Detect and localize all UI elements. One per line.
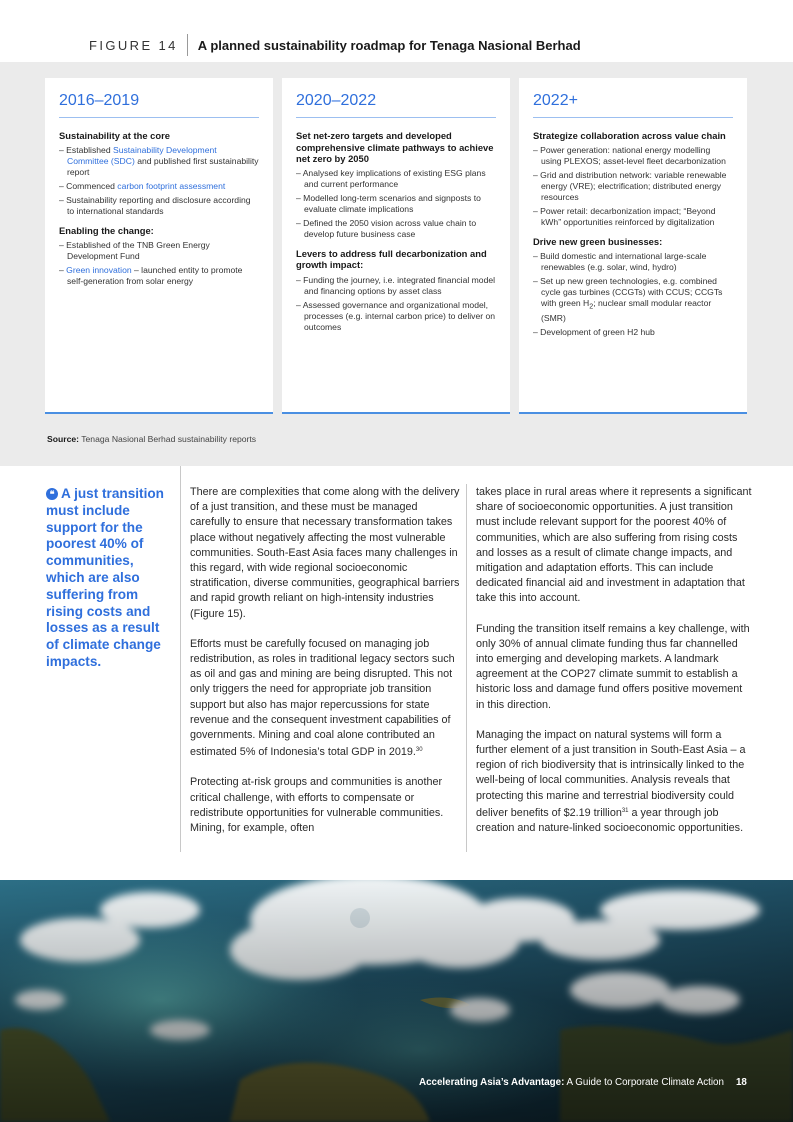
figure-header: [89, 34, 581, 56]
quote-icon: ❝: [46, 488, 58, 500]
subscript: 2: [589, 302, 594, 311]
body-paragraph: Efforts must be carefully focused on managing job redistribution, as roles in traditional legacy sectors such as oil and gas and mining are being disrupted. This not only triggers the need for appropriate job transition support but also has major repercussions for state revenue and the consequent investment capabilities of governments. Mining and coal alone contributed an estimated 5% of Indonesia’s total GDP in 2019.30: [190, 637, 455, 759]
figure-title: A planned sustainability roadmap for Tenaga Nasional Berhad: [197, 37, 581, 53]
body-paragraph: Managing the impact on natural systems will form a further element of a just transition in South-East Asia – a region of rich biodiversity that is intrinsically linked to the well-being of local communities. Analysis reveals that protecting this marine and terrestrial biodiversity could deliver benefits of $2.19 trillion$^{31}$ a year through job creation and nature-linked socioeconomic opportunities.: [476, 728, 746, 835]
list-item: – Commenced carbon footprint assessment: [59, 180, 226, 191]
highlighted-link-text: carbon footprint assessment: [117, 180, 226, 191]
body-column-1: [190, 485, 460, 851]
section-heading: Strategize collaboration across value chain: [533, 130, 726, 141]
list-item: – Power retail: decarbonization impact; “Beyond kWh” opportunities reinforced by digitalization: [533, 205, 716, 227]
roadmap-card-2020-2022: [282, 78, 510, 414]
list-item: – Green innovation – launched entity to promote self-generation from solar energy: [59, 265, 243, 286]
roadmap-panel: [0, 62, 793, 466]
section-heading: Levers to address full decarbonization and growth impact:: [296, 247, 487, 270]
section-list: [533, 251, 733, 338]
footnote-ref: 30: [415, 747, 423, 754]
footnote-ref: 31: [621, 807, 629, 814]
body-column-2: [476, 485, 752, 851]
figure-source: [47, 434, 256, 444]
card-body: [296, 130, 496, 333]
page-footer: [419, 1077, 747, 1088]
publication-title: Accelerating Asia’s Advantage:: [419, 1077, 565, 1088]
source-label: Source:: [47, 434, 79, 444]
pull-quote: [46, 486, 171, 671]
card-body: [533, 130, 733, 338]
list-item: – Established of the TNB Green Energy Development Fund: [59, 240, 210, 261]
section-list: [296, 275, 496, 333]
card-period: 2020–2022: [296, 92, 496, 118]
source-text: Tenaga Nasional Berhad sustainability reports: [79, 434, 257, 444]
highlighted-link-text: Green innovation: [66, 265, 132, 275]
list-item: – Funding the journey, i.e. integrated financial model and financing options by asset class: [296, 274, 496, 296]
section-heading: Drive new green businesses:: [533, 235, 663, 247]
card-period: 2016–2019: [59, 92, 259, 118]
column-divider: [180, 466, 181, 852]
list-item: – Defined the 2050 vision across value chain to develop future business case: [296, 217, 477, 239]
list-item: – Assessed governance and organizational model, processes (e.g. internal carbon price) to deliver on outcomes: [296, 299, 496, 332]
list-item: – Established Sustainability Development Committee (SDC) and published first sustainability report: [59, 144, 259, 177]
section-list: [533, 145, 733, 228]
figure-label: FIGURE 14: [89, 37, 178, 53]
list-item: – Set up new green technologies, e.g. combined cycle gas turbines (CCGTs) with CCUS; CCGTs with green $H_2$; nuclear small modular reactor (SMR): [533, 276, 723, 323]
section-heading: Enabling the change:: [59, 224, 154, 236]
list-item: – Analysed key implications of existing ESG plans and current performance: [296, 167, 486, 189]
list-item: – Sustainability reporting and disclosure according to international standards: [59, 194, 251, 216]
roadmap-card-2022-plus: [519, 78, 747, 414]
section-heading: Sustainability at the core: [59, 130, 170, 141]
list-item: – Modelled long-term scenarios and signposts to evaluate climate implications: [296, 192, 481, 214]
body-paragraph: Protecting at-risk groups and communities is another critical challenge, with efforts to compensate or redistribute opportunities for vulnerable communities. Mining, for example, often: [190, 776, 444, 835]
card-period: 2022+: [533, 92, 733, 118]
list-item: – Build domestic and international large-scale renewables (e.g. solar, wind, hydro): [533, 251, 707, 272]
publication-subtitle: A Guide to Corporate Climate Action: [564, 1077, 724, 1088]
section-list: [59, 240, 259, 287]
roadmap-card-2016-2019: [45, 78, 273, 414]
earth-satellite-image: [0, 880, 793, 1122]
figure-divider: [187, 34, 188, 56]
body-paragraph: Funding the transition itself remains a key challenge, with only 30% of annual climate funding thus far channelled into emerging and developing markets. A landmark agreement at the COP27 climate summit to establish a historic loss and damage fund offers positive movement in this direction.: [476, 622, 750, 711]
section-list: [59, 145, 259, 217]
list-item: – Grid and distribution network: variable renewable energy (VRE); electrification; distributed energy resources: [533, 169, 727, 202]
highlighted-link-text: Sustainability Development Committee (SDC): [67, 144, 217, 166]
section-heading: Set net-zero targets and developed comprehensive climate pathways to achieve net zero by 2050: [296, 130, 494, 164]
pull-quote-text: A just transition must include support for the poorest 40% of communities, which are also suffering from rising costs and losses as a result of climate change impacts.: [46, 486, 164, 669]
card-body: [59, 130, 259, 287]
section-list: [296, 168, 496, 240]
list-item: – Power generation: national energy modelling using PLEXOS; asset-level fleet decarbonization: [533, 144, 726, 166]
list-item: – Development of green H2 hub: [533, 326, 655, 337]
body-paragraph: There are complexities that come along with the delivery of a just transition, and these must be managed carefully to ensure that necessary transformation takes place without negatively affecting the most vulnerable communities. South-East Asia faces many challenges in this regard, with wide regional socioeconomic stratification, diverse communities, geographical barriers and rapid growth reliant on high-intensity industries (Figure 15).: [190, 486, 460, 620]
page-number: 18: [735, 1077, 747, 1088]
body-paragraph: takes place in rural areas where it represents a significant share of socioeconomic opportunities. A just transition must include relevant support for the poorest 40% of communities, which are also suffering from rising costs and losses as a result of climate change impacts, and mitigation and adaptation efforts. This can include dedicated financial aid and investment in adaptation that take this into account.: [476, 486, 752, 605]
column-divider: [466, 484, 467, 852]
